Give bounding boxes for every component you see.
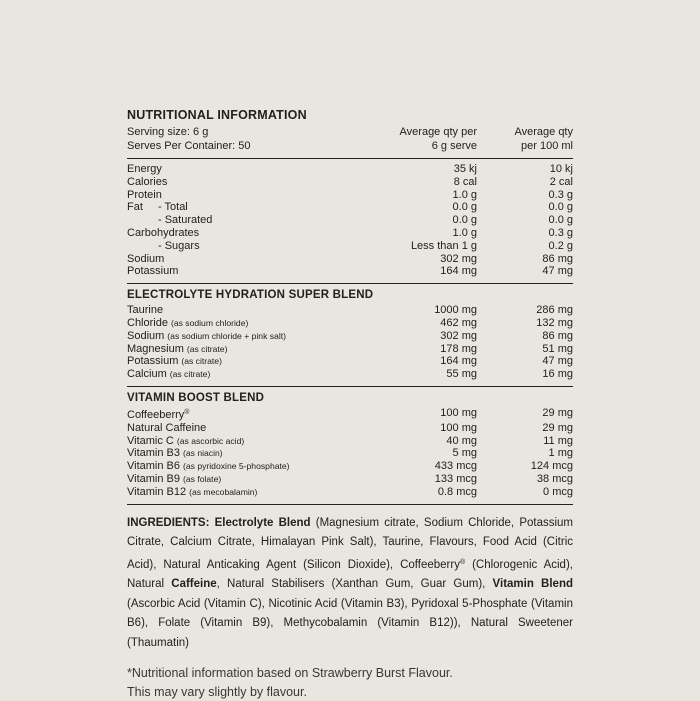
qty-per-serve: 0.0 g — [452, 201, 477, 214]
qty-per-100ml: 11 mg — [543, 434, 573, 447]
qty-per-serve: 462 mg — [440, 316, 477, 329]
table-row — [127, 253, 573, 266]
table-header — [127, 126, 573, 153]
table-row — [127, 240, 573, 253]
row-note: (as citrate) — [186, 343, 228, 354]
row-label — [127, 355, 367, 368]
column-header-per-serve-line2: 6 g serve — [431, 139, 477, 152]
table-row — [127, 163, 573, 176]
footnote-line2: This may vary slightly by flavour. — [127, 684, 307, 699]
qty-per-serve: Less than 1 g — [410, 239, 477, 252]
table-row — [127, 355, 573, 368]
qty-per-serve: 1000 mg — [434, 304, 477, 317]
row-label — [127, 422, 367, 435]
ingredients-paragraph — [127, 514, 573, 654]
ingredients-bold-segment: INGREDIENTS: Electrolyte Blend — [127, 516, 311, 529]
table-row — [127, 317, 573, 330]
ingredients-bold-segment: Vitamin Blend — [492, 578, 574, 591]
serving-info — [127, 126, 367, 153]
qty-per-100ml: 132 mg — [536, 316, 573, 329]
row-label-main: Magnesium — [127, 342, 184, 355]
row-label-main: Sodium — [127, 252, 165, 265]
row-label-main: Potassium — [127, 355, 179, 368]
row-label — [127, 368, 367, 381]
row-note: (as ascorbic acid) — [176, 435, 245, 446]
row-note: (as pyridoxine 5-phosphate) — [183, 461, 290, 472]
qty-per-100ml: 0.0 g — [548, 214, 573, 227]
row-label — [127, 473, 367, 486]
row-label-main: Vitamin B3 — [127, 447, 180, 460]
qty-per-serve: 1.0 g — [452, 188, 477, 201]
qty-per-serve: 8 cal — [453, 175, 477, 188]
row-note: (as citrate) — [181, 356, 222, 367]
row-label — [127, 330, 367, 343]
serving-size: Serving size: 6 g — [127, 126, 209, 138]
divider — [127, 504, 573, 505]
qty-per-serve: 433 mcg — [434, 460, 477, 473]
row-label — [127, 240, 367, 253]
qty-per-100ml: 51 mg — [542, 342, 573, 355]
label-title: NUTRITIONAL INFORMATION — [127, 108, 307, 122]
table-row — [127, 176, 573, 189]
qty-per-serve: 302 mg — [440, 252, 477, 265]
row-label — [127, 176, 367, 189]
qty-per-serve: 164 mg — [440, 265, 477, 278]
row-label — [127, 435, 367, 448]
table-row — [127, 447, 573, 460]
serves-per-container: Serves Per Container: 50 — [127, 139, 251, 152]
ingredients-bold-segment: Caffeine — [171, 578, 217, 591]
ingredients-segment: , Natural Stabilisers (Xanthan Gum, Guar Gum), — [216, 578, 493, 591]
row-note: (as citrate) — [169, 369, 211, 380]
row-label-main: Calories — [127, 175, 168, 188]
nutrition-sections — [127, 163, 573, 499]
row-label-main: Energy — [127, 163, 162, 175]
row-note: (as folate) — [183, 473, 222, 484]
qty-per-100ml: 38 mcg — [536, 472, 573, 485]
table-row — [127, 368, 573, 381]
row-label — [127, 253, 367, 266]
row-note: (as sodium chloride + pink salt) — [167, 330, 286, 341]
row-label-main: Protein — [127, 188, 162, 201]
qty-per-serve: 133 mcg — [434, 472, 477, 485]
qty-per-serve: 40 mg — [446, 434, 477, 447]
table-row — [127, 343, 573, 356]
divider — [127, 386, 573, 387]
row-sublabel: - Saturated — [158, 214, 213, 227]
row-label — [127, 214, 367, 227]
table-row — [127, 460, 573, 473]
row-label-main: Carbohydrates — [127, 226, 200, 239]
qty-per-100ml: 0 mcg — [543, 485, 573, 498]
qty-per-serve: 302 mg — [440, 329, 477, 342]
qty-per-100ml: 86 mg — [542, 252, 573, 265]
row-sublabel: - Sugars — [158, 239, 200, 252]
footnote-line1: *Nutritional information based on Strawberry Burst Flavour. — [127, 666, 453, 681]
qty-per-serve: 100 mg — [440, 421, 477, 434]
table-row — [127, 486, 573, 499]
qty-per-100ml: 16 mg — [542, 368, 573, 381]
table-row — [127, 473, 573, 486]
row-label-main: Vitamin B6 — [127, 460, 180, 473]
row-sublabel: - Total — [158, 201, 188, 214]
qty-per-100ml: 0.2 g — [548, 239, 573, 252]
qty-per-100ml: 0.0 g — [548, 201, 573, 214]
row-label — [127, 407, 367, 422]
table-row — [127, 304, 573, 317]
qty-per-100ml: 124 mcg — [530, 460, 573, 473]
row-label-main: Fat — [127, 201, 143, 214]
qty-per-100ml: 29 mg — [542, 406, 573, 419]
row-note: (as niacin) — [183, 448, 223, 459]
row-label-main: Natural Caffeine — [127, 421, 207, 434]
table-row — [127, 189, 573, 202]
row-label-main: Vitamin B12 — [127, 485, 187, 498]
divider — [127, 158, 573, 159]
row-label-main: Taurine — [127, 304, 164, 317]
qty-per-serve: 164 mg — [440, 355, 477, 368]
section-title: VITAMIN BOOST BLEND — [127, 391, 265, 404]
footnote — [127, 664, 573, 701]
row-label-main: Chloride — [127, 316, 168, 329]
table-row — [127, 227, 573, 240]
qty-per-serve: 0.8 mcg — [437, 485, 477, 498]
qty-per-serve: 178 mg — [440, 342, 477, 355]
qty-per-100ml: 1 mg — [548, 447, 573, 460]
table-row — [127, 330, 573, 343]
row-note: (as mecobalamin) — [189, 486, 258, 497]
qty-per-serve: 55 mg — [446, 368, 477, 381]
table-row — [127, 201, 573, 214]
row-label — [127, 447, 367, 460]
row-label-main: Calcium — [127, 368, 167, 381]
qty-per-serve: 1.0 g — [452, 226, 477, 239]
row-label-main: Potassium — [127, 265, 179, 278]
row-label — [127, 304, 367, 317]
divider — [127, 283, 573, 284]
table-row — [127, 422, 573, 435]
row-label — [127, 460, 367, 473]
row-label-main: Sodium — [127, 329, 165, 342]
qty-per-100ml: 286 mg — [536, 304, 573, 317]
qty-per-serve: 35 kj — [453, 163, 477, 175]
qty-per-serve: 5 mg — [452, 447, 477, 460]
nutrition-label — [127, 108, 573, 701]
qty-per-100ml: 47 mg — [542, 355, 573, 368]
row-label-main: Vitamic C — [127, 434, 174, 447]
column-header-per-100ml-line2: per 100 ml — [521, 139, 573, 152]
row-label-main: Coffeeberry® — [127, 408, 190, 421]
qty-per-100ml: 2 cal — [549, 175, 573, 188]
column-header-per-100ml-line1: Average qty — [514, 126, 573, 138]
row-label — [127, 227, 367, 240]
ingredients-segment: (Magnesium citrate, Sodium Chloride, Potassium Citrate, Calcium Citrate, Himalayan Pink Salt), Taurine, Flavours, Food Acid (Citric Acid), Natural Anticaking Agent (Silicon Dioxide), Coffeeberry® (Chlorogenic Acid), Natural — [127, 516, 574, 591]
row-label — [127, 317, 367, 330]
row-note: (as sodium chloride) — [170, 317, 249, 328]
qty-per-100ml: 47 mg — [542, 265, 573, 278]
column-header-per-serve-line1: Average qty per — [399, 126, 477, 138]
qty-per-100ml: 0.3 g — [548, 188, 573, 201]
qty-per-serve: 100 mg — [440, 406, 477, 419]
section-title: ELECTROLYTE HYDRATION SUPER BLEND — [127, 289, 374, 302]
row-label — [127, 265, 367, 278]
qty-per-100ml: 10 kj — [549, 163, 573, 175]
table-row — [127, 435, 573, 448]
row-label — [127, 189, 367, 202]
row-label — [127, 163, 367, 176]
table-row — [127, 214, 573, 227]
row-label — [127, 201, 367, 214]
ingredients-segment: (Ascorbic Acid (Vitamin C), Nicotinic Acid (Vitamin B3), Pyridoxal 5-Phosphate (Vitamin B6), Folate (Vitamin B9), Methycobalamin (Vitamin B12)), Natural Sweetener (Thaumatin) — [127, 597, 573, 649]
row-label-main: Vitamin B9 — [127, 472, 180, 485]
row-label — [127, 486, 367, 499]
qty-per-100ml: 29 mg — [542, 421, 573, 434]
row-label — [127, 343, 367, 356]
qty-per-serve: 0.0 g — [452, 214, 477, 227]
registered-mark: ® — [459, 558, 466, 566]
table-row — [127, 407, 573, 422]
registered-mark: ® — [184, 408, 190, 416]
qty-per-100ml: 0.3 g — [548, 226, 573, 239]
column-header-per-100ml — [477, 126, 573, 153]
column-header-per-serve — [367, 126, 477, 153]
qty-per-100ml: 86 mg — [542, 329, 573, 342]
table-row — [127, 265, 573, 278]
